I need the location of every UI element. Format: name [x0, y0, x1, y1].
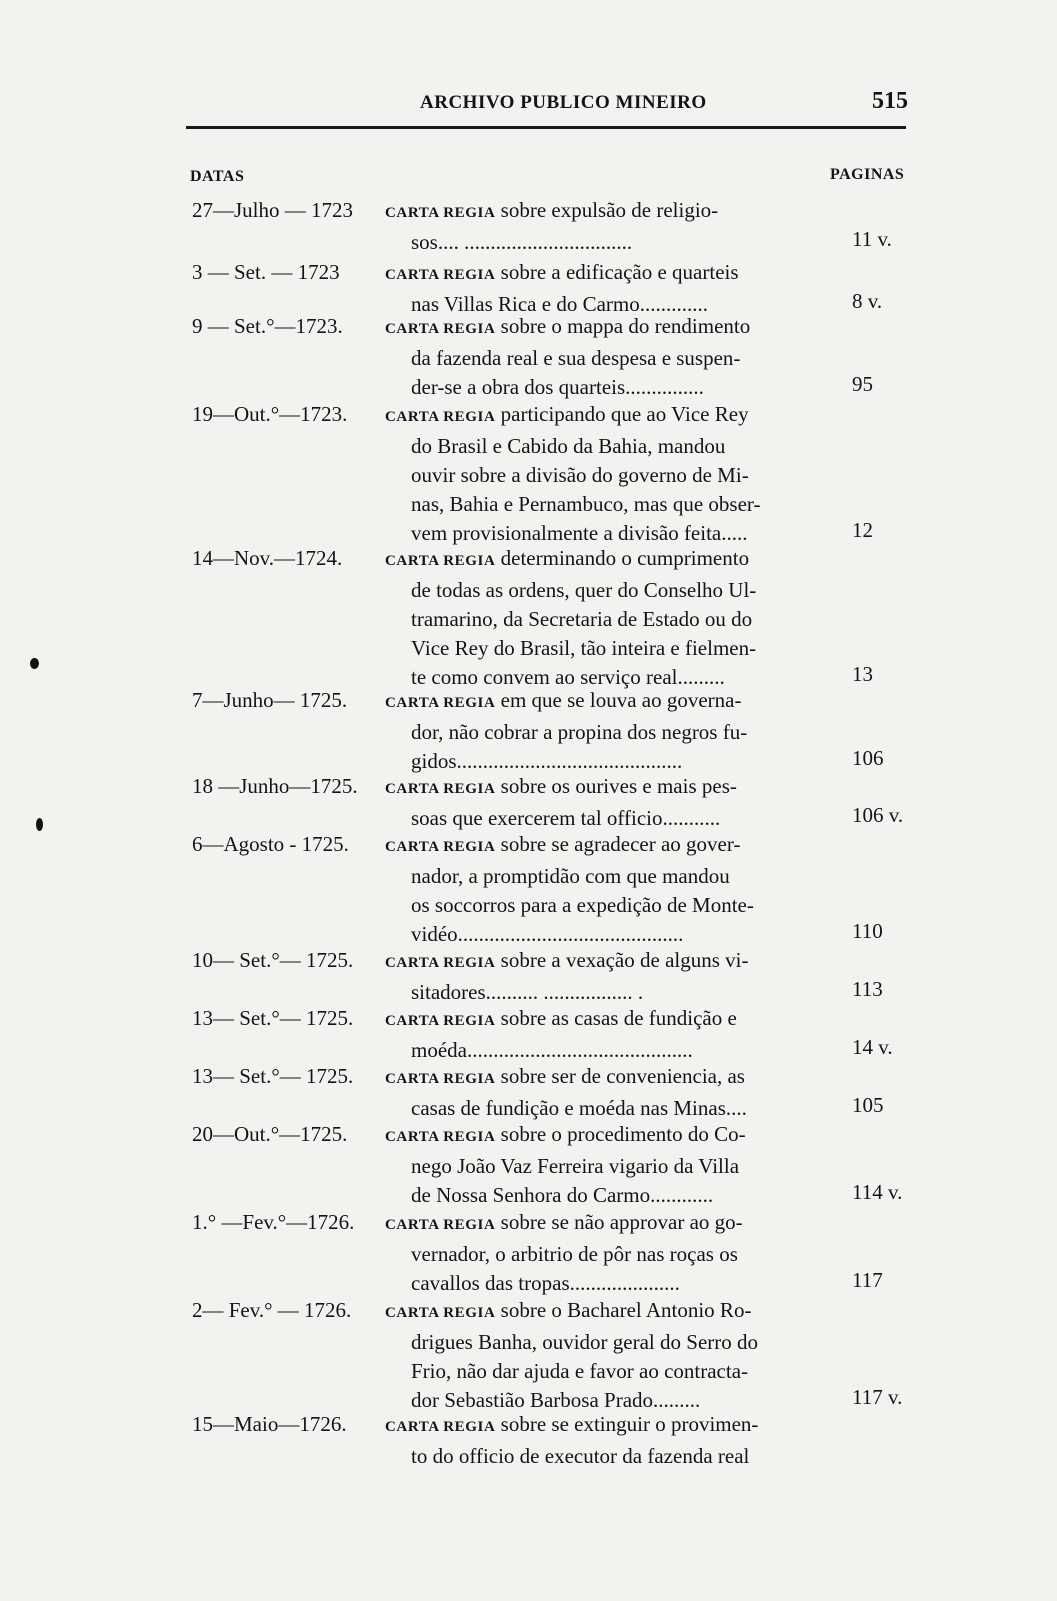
entry-page-ref: 13 [852, 662, 873, 686]
description-line [385, 400, 815, 432]
header-rule [186, 126, 906, 129]
description-line [385, 1442, 815, 1471]
entry-page-ref: 12 [852, 518, 873, 542]
entry-page-ref: 105 [852, 1093, 884, 1117]
description-text: der-se a obra dos quarteis............... [411, 375, 704, 399]
entry-date: 2— Fev.° — 1726. [192, 1298, 352, 1322]
description-text: Frio, não dar ajuda e favor ao contracta- [411, 1359, 749, 1383]
description-text: sobre a vexação de alguns vi- [500, 948, 749, 972]
entry-page-ref: 117 [852, 1268, 883, 1292]
description-text: do Brasil e Cabido da Bahia, mandou [411, 434, 726, 458]
entry-date: 13— Set.°— 1725. [192, 1064, 354, 1088]
entry-date: 14—Nov.—1724. [192, 546, 343, 570]
entry-date: 6—Agosto - 1725. [192, 832, 349, 856]
description-text: sobre o mappa do rendimento [500, 314, 751, 338]
description-text: os soccorros para a expedição de Monte- [411, 893, 754, 917]
entry-description [385, 312, 815, 402]
entry-date: 20—Out.°—1725. [192, 1122, 348, 1146]
carta-regia-label: CARTA REGIA [385, 1071, 496, 1087]
description-line [385, 1328, 815, 1357]
entry-date: 19—Out.°—1723. [192, 402, 348, 426]
description-line [385, 1181, 815, 1210]
description-text: vernador, o arbitrio de pôr nas roças os [411, 1242, 738, 1266]
description-text: sobre o Bacharel Antonio Ro- [500, 1298, 752, 1322]
entry-page-ref: 8 v. [852, 289, 883, 313]
entry-page-ref: 14 v. [852, 1035, 893, 1059]
description-line [385, 804, 815, 833]
running-head: ARCHIVO PUBLICO MINEIRO [420, 92, 707, 113]
carta-regia-label: CARTA REGIA [385, 1305, 496, 1321]
description-line [385, 830, 815, 862]
description-text: determinando o cumprimento [500, 546, 750, 570]
entry-page-ref: 110 [852, 919, 883, 943]
description-text: ouvir sobre a divisão do governo de Mi- [411, 463, 749, 487]
carta-regia-label: CARTA REGIA [385, 205, 496, 221]
description-line [385, 772, 815, 804]
description-line [385, 920, 815, 949]
carta-regia-label: CARTA REGIA [385, 839, 496, 855]
description-text: cavallos das tropas..................... [411, 1271, 680, 1295]
description-text: sobre se não approvar ao go- [500, 1210, 743, 1234]
carta-regia-label: CARTA REGIA [385, 1129, 496, 1145]
carta-regia-label: CARTA REGIA [385, 1013, 496, 1029]
description-text: gidos........................................... [411, 749, 683, 773]
entry-description [385, 1062, 815, 1123]
entry-description [385, 196, 815, 257]
description-line [385, 946, 815, 978]
description-line [385, 544, 815, 576]
description-line [385, 978, 815, 1007]
description-line [385, 1004, 815, 1036]
entry-description [385, 772, 815, 833]
description-text: dor Sebastião Barbosa Prado......... [411, 1388, 701, 1412]
dates-column-heading: DATAS [190, 168, 245, 185]
entry-page-ref: 106 v. [852, 803, 904, 827]
description-line [385, 1094, 815, 1123]
description-text: de todas as ordens, quer do Conselho Ul- [411, 578, 757, 602]
description-text: participando que ao Vice Rey [500, 402, 749, 426]
entry-date: 13— Set.°— 1725. [192, 1006, 354, 1030]
description-text: nador, a promptidão com que mandou [411, 864, 730, 888]
entry-description [385, 1410, 815, 1471]
entry-description [385, 830, 815, 949]
description-line [385, 1120, 815, 1152]
description-text: sobre os ourives e mais pes- [500, 774, 737, 798]
description-line [385, 228, 815, 257]
carta-regia-label: CARTA REGIA [385, 267, 496, 283]
entry-date: 18 —Junho—1725. [192, 774, 358, 798]
description-text: te como convem ao serviço real......... [411, 665, 725, 689]
description-line [385, 461, 815, 490]
description-text: moéda........................................... [411, 1038, 693, 1062]
entry-page-ref: 114 v. [852, 1180, 903, 1204]
description-line [385, 576, 815, 605]
entry-page-ref: 11 v. [852, 227, 892, 251]
entry-page-ref: 117 v. [852, 1385, 903, 1409]
description-line [385, 258, 815, 290]
description-line [385, 196, 815, 228]
description-line [385, 344, 815, 373]
description-text: vidéo........................................... [411, 922, 684, 946]
description-text: Vice Rey do Brasil, tão inteira e fielmen- [411, 636, 757, 660]
description-line [385, 1036, 815, 1065]
ink-speck [30, 658, 39, 669]
description-line [385, 862, 815, 891]
entry-description [385, 1208, 815, 1298]
ink-speck [36, 818, 43, 831]
page-number: 515 [872, 88, 908, 114]
description-line [385, 891, 815, 920]
description-line [385, 490, 815, 519]
carta-regia-label: CARTA REGIA [385, 1217, 496, 1233]
entry-page-ref: 106 [852, 746, 884, 770]
carta-regia-label: CARTA REGIA [385, 955, 496, 971]
description-text: drigues Banha, ouvidor geral do Serro do [411, 1330, 759, 1354]
description-text: casas de fundição e moéda nas Minas.... [411, 1096, 747, 1120]
description-text: soas que exercerem tal officio........... [411, 806, 721, 830]
description-line [385, 1410, 815, 1442]
description-text: dor, não cobrar a propina dos negros fu- [411, 720, 748, 744]
carta-regia-label: CARTA REGIA [385, 321, 496, 337]
entry-description [385, 1120, 815, 1210]
entry-date: 27—Julho — 1723 [192, 198, 354, 222]
entry-description [385, 544, 815, 692]
description-text: da fazenda real e sua despesa e suspen- [411, 346, 741, 370]
entry-description [385, 258, 815, 319]
description-text: sitadores.......... ................. . [411, 980, 644, 1004]
description-line [385, 634, 815, 663]
description-line [385, 1296, 815, 1328]
description-line [385, 432, 815, 461]
description-line [385, 1062, 815, 1094]
entry-date: 7—Junho— 1725. [192, 688, 348, 712]
description-text: de Nossa Senhora do Carmo............ [411, 1183, 714, 1207]
description-line [385, 1269, 815, 1298]
description-text: sobre se extinguir o provimen- [500, 1412, 759, 1436]
pages-column-heading: PAGINAS [830, 166, 905, 183]
description-line [385, 1357, 815, 1386]
entry-description [385, 1004, 815, 1065]
entry-description [385, 946, 815, 1007]
entry-page-ref: 113 [852, 977, 883, 1001]
carta-regia-label: CARTA REGIA [385, 409, 496, 425]
carta-regia-label: CARTA REGIA [385, 695, 496, 711]
carta-regia-label: CARTA REGIA [385, 553, 496, 569]
entry-page-ref: 95 [852, 372, 873, 396]
entry-description [385, 1296, 815, 1415]
description-text: sos.... ................................ [411, 230, 633, 254]
description-text: sobre ser de conveniencia, as [500, 1064, 745, 1088]
entry-date: 9 — Set.°—1723. [192, 314, 343, 338]
carta-regia-label: CARTA REGIA [385, 1419, 496, 1435]
description-line [385, 373, 815, 402]
description-text: sobre se agradecer ao gover- [500, 832, 741, 856]
description-line [385, 312, 815, 344]
description-line [385, 1152, 815, 1181]
description-line [385, 718, 815, 747]
description-text: tramarino, da Secretaria de Estado ou do [411, 607, 753, 631]
entry-date: 1.° —Fev.°—1726. [192, 1210, 355, 1234]
description-text: nas, Bahia e Pernambuco, mas que obser- [411, 492, 761, 516]
description-text: sobre as casas de fundição e [500, 1006, 737, 1030]
description-line [385, 686, 815, 718]
description-text: nas Villas Rica e do Carmo............. [411, 292, 708, 316]
entry-date: 10— Set.°— 1725. [192, 948, 354, 972]
entry-date: 15—Maio—1726. [192, 1412, 347, 1436]
description-text: em que se louva ao governa- [500, 688, 742, 712]
description-text: vem provisionalmente a divisão feita..... [411, 521, 748, 545]
description-line [385, 1240, 815, 1269]
description-text: sobre expulsão de religio- [500, 198, 719, 222]
entry-date: 3 — Set. — 1723 [192, 260, 340, 284]
description-line [385, 605, 815, 634]
description-text: sobre a edificação e quarteis [500, 260, 739, 284]
carta-regia-label: CARTA REGIA [385, 781, 496, 797]
description-text: sobre o procedimento do Co- [500, 1122, 746, 1146]
description-line [385, 1208, 815, 1240]
entry-description [385, 400, 815, 548]
description-text: nego João Vaz Ferreira vigario da Villa [411, 1154, 740, 1178]
entry-description [385, 686, 815, 776]
description-text: to do officio de executor da fazenda real [411, 1444, 750, 1468]
